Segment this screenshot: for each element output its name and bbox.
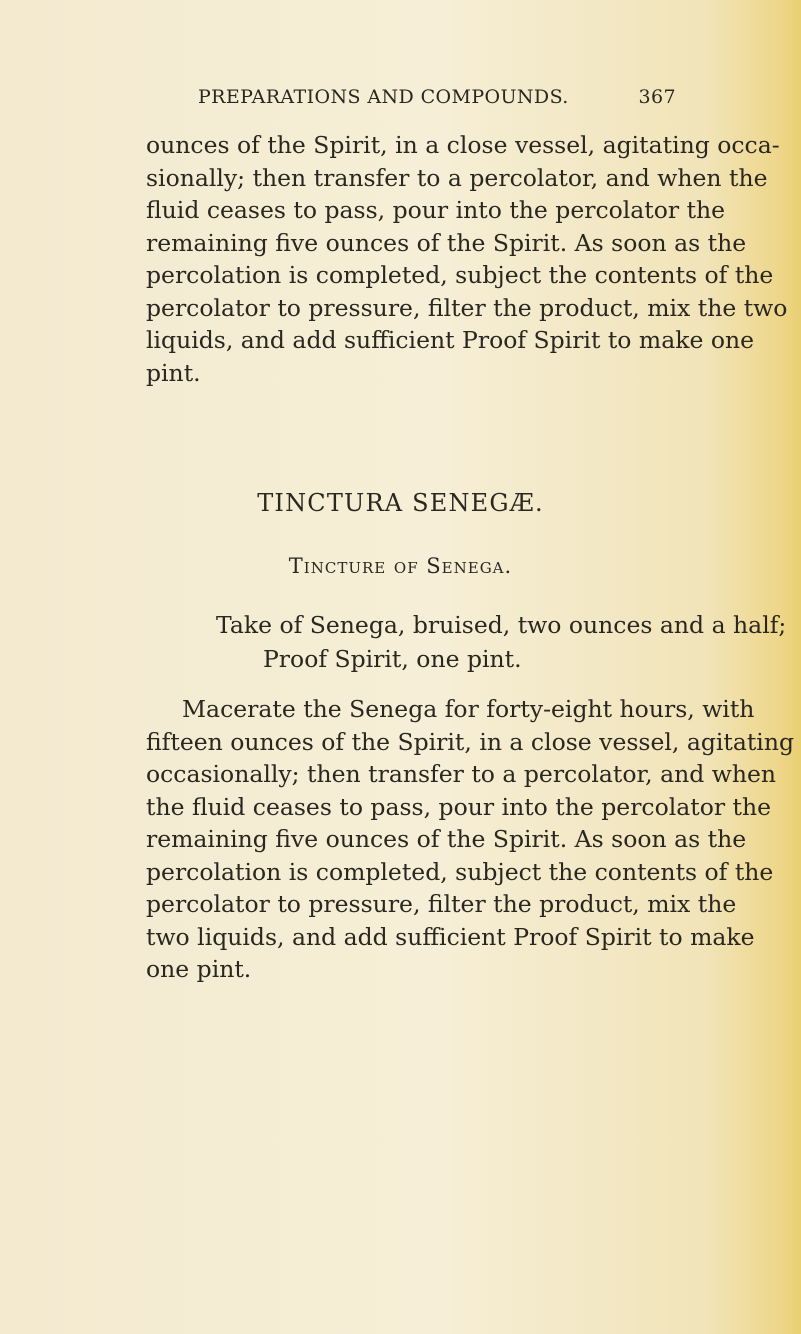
text-line: Macerate the Senega for forty-eight hours, with xyxy=(182,695,755,723)
ingredient-line: Proof Spirit, one pint. xyxy=(263,645,522,673)
section-title-latin: TINCTURA SENEGÆ. xyxy=(257,489,544,517)
text-line: liquids, and add sufficient Proof Spirit to make one xyxy=(146,326,755,354)
text-line: percolation is completed, subject the contents of the xyxy=(146,857,774,886)
running-title: PREPARATIONS AND COMPOUNDS. xyxy=(198,86,569,108)
recipe-ingredients xyxy=(0,608,801,688)
continued-paragraph xyxy=(146,129,788,389)
ingredient-line: Take of Senega, bruised, two ounces and a half; xyxy=(216,611,787,639)
text-line: fifteen ounces of the Spirit, in a close vessel, agitating xyxy=(146,727,795,756)
text-line: pint. xyxy=(146,358,201,387)
text-line: remaining five ounces of the Spirit. As soon as the xyxy=(146,228,747,257)
text-line: occasionally; then transfer to a percolator, and when xyxy=(146,760,777,788)
text-line: percolation is completed, subject the contents of the xyxy=(146,261,774,289)
method-paragraph xyxy=(146,693,795,986)
text-line: sionally; then transfer to a percolator, and when the xyxy=(146,163,768,192)
text-line: fluid ceases to pass, pour into the percolator the xyxy=(146,196,726,224)
text-line: remaining five ounces of the Spirit. As soon as the xyxy=(146,825,747,853)
page-header xyxy=(198,86,676,116)
section-title-english: Tincture of Senega. xyxy=(288,554,513,578)
text-line: the fluid ceases to pass, pour into the percolator the xyxy=(146,792,772,821)
text-line: two liquids, and add sufficient Proof Spirit to make xyxy=(146,922,755,951)
text-line: percolator to pressure, filter the product, mix the xyxy=(146,890,737,918)
text-line: ounces of the Spirit, in a close vessel, agitating occa- xyxy=(146,131,780,159)
text-line: percolator to pressure, filter the product, mix the two xyxy=(146,293,788,322)
page-number: 367 xyxy=(638,86,676,108)
text-line: one pint. xyxy=(146,955,252,983)
